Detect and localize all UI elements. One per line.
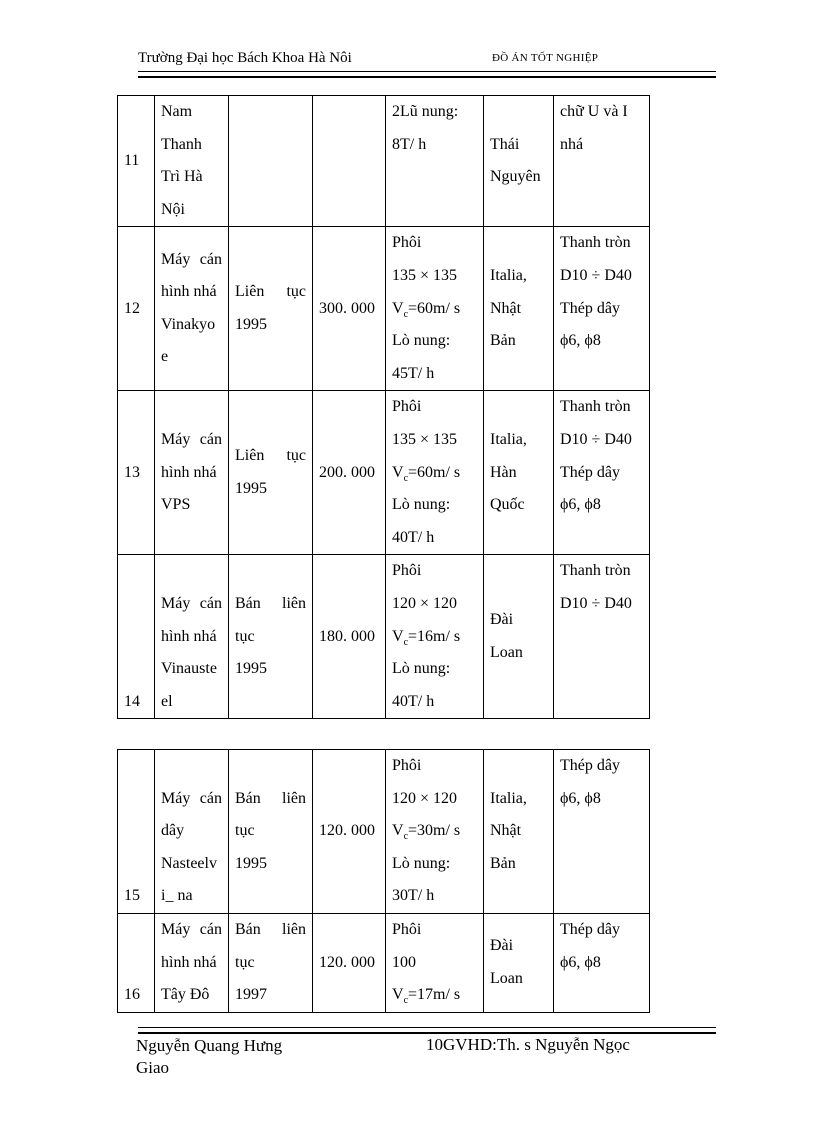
cell-line: $V_c=60m/$ s (392, 463, 461, 484)
cell-line: Italia, (490, 430, 527, 448)
cell-line: Liên tục (235, 283, 306, 301)
cell-line: Phôi (392, 234, 422, 252)
cell-line: Quốc (490, 496, 525, 514)
cell-line: Máy cán (161, 430, 222, 448)
cell-origin (484, 227, 554, 391)
footer-author (136, 1035, 282, 1079)
cell-line: i_ na (161, 887, 193, 905)
cell-line: Phôi (392, 921, 422, 938)
cell-name (155, 914, 229, 1013)
header-rule (138, 71, 716, 78)
cell-line: 30T/ h (392, 887, 435, 905)
cell-line: Thanh tròn (560, 234, 631, 252)
cell-line: Máy cán (161, 921, 222, 938)
row-number: 11 (118, 96, 155, 227)
cell-type (229, 391, 313, 555)
cell-line: dây (161, 822, 185, 840)
cell-line: D10 ÷ D40 (560, 594, 632, 612)
cell-line: Máy cán (161, 594, 222, 612)
cell-origin (484, 914, 554, 1013)
cell-line: $V_c=17m/$ s (392, 986, 461, 1007)
cell-line: Thanh tròn (560, 398, 631, 416)
cell-line: Lò nung: (392, 660, 451, 678)
cell-line: 1995 (235, 479, 267, 497)
cell-line: hình nhá (161, 953, 217, 971)
cell-type (229, 750, 313, 914)
cell-line: ϕ6, ϕ8 (560, 332, 601, 350)
cell-line: 135 × 135 (392, 266, 458, 284)
cell-line: ϕ6, ϕ8 (560, 496, 601, 514)
cell-line: 45T/ h (392, 364, 435, 382)
cell-line: Lò nung: (392, 854, 451, 872)
cell-line: tục (235, 953, 255, 971)
cell-equipment (386, 914, 484, 1013)
cell-equipment (386, 750, 484, 914)
cell-line: tục (235, 822, 255, 840)
cell-line: Tây Đô (161, 986, 210, 1004)
cell-line: Nguyên (490, 168, 541, 186)
header-school: Trường Đại học Bách Khoa Hà Nôi (138, 50, 352, 66)
cell-line: Phôi (392, 398, 422, 416)
header-title: ĐỒ ÁN TỐT NGHIỆP (492, 52, 599, 64)
cell-line: Trì Hà (161, 168, 203, 186)
cell-product (554, 96, 650, 227)
cell-line: 120 × 120 (392, 789, 458, 807)
cell-line: chữ U và I (560, 103, 628, 120)
cell-line: hình nhá (161, 627, 217, 645)
cell-line: 135 × 135 (392, 430, 458, 448)
equipment-table-1 (117, 95, 650, 719)
footer-author-cont: Giao (136, 1058, 170, 1077)
cell-product (554, 555, 650, 719)
cell-capacity: 200. 000 (313, 391, 386, 555)
cell-line: D10 ÷ D40 (560, 266, 632, 284)
cell-line: ϕ6, ϕ8 (560, 789, 601, 807)
cell-line: Nhật (490, 299, 522, 317)
row-number: 14 (118, 555, 155, 719)
cell-product (554, 914, 650, 1013)
cell-line: 1997 (235, 986, 267, 1004)
cell-equipment (386, 391, 484, 555)
cell-line: tục (235, 627, 255, 645)
cell-name (155, 96, 229, 227)
cell-line: Thép dây (560, 757, 620, 774)
cell-line: Đài (490, 611, 514, 629)
cell-line: Máy cán (161, 789, 222, 807)
cell-line: Đài (490, 937, 514, 955)
cell-name (155, 227, 229, 391)
cell-line: Bán liên (235, 594, 306, 612)
table-row (118, 96, 650, 227)
cell-line: $V_c=60m/$ s (392, 299, 461, 320)
cell-line: Vinakyo (161, 315, 216, 333)
cell-line: Nasteelv (161, 854, 217, 872)
cell-line: 2Lũ nung: (392, 103, 459, 120)
cell-line: Bản (490, 854, 516, 872)
cell-origin (484, 391, 554, 555)
cell-line: Phôi (392, 757, 422, 774)
cell-line: 100 (392, 953, 416, 971)
cell-product (554, 391, 650, 555)
cell-line: Loan (490, 643, 523, 661)
cell-equipment (386, 555, 484, 719)
cell-line: Nhật (490, 822, 522, 840)
cell-name (155, 555, 229, 719)
cell-line: 40T/ h (392, 692, 435, 710)
cell-line: $V_c=30m/$ s (392, 822, 461, 843)
cell-capacity: 120. 000 (313, 914, 386, 1013)
footer-author-name: Nguyễn Quang Hưng (136, 1036, 283, 1055)
cell-line: Bán liên (235, 921, 306, 938)
table-row (118, 750, 650, 914)
table-row (118, 555, 650, 719)
cell-line: nhá (560, 135, 584, 153)
cell-line: ϕ6, ϕ8 (560, 953, 601, 971)
cell-type (229, 555, 313, 719)
table-row (118, 914, 650, 1013)
cell-line: Nội (161, 200, 185, 218)
cell-name (155, 750, 229, 914)
cell-product (554, 750, 650, 914)
cell-line: Hàn (490, 463, 517, 481)
cell-line: hình nhá (161, 283, 217, 301)
cell-line: Phôi (392, 562, 422, 580)
equipment-table-2 (117, 749, 650, 1013)
cell-name (155, 391, 229, 555)
cell-line: e (161, 348, 169, 366)
footer-supervisor: 10GVHD:Th. s Nguyễn Ngọc (426, 1035, 630, 1054)
cell-line: Nam (161, 103, 193, 120)
cell-origin (484, 750, 554, 914)
cell-line: Thép dây (560, 921, 620, 938)
table-row (118, 227, 650, 391)
cell-line: Máy cán (161, 250, 222, 268)
cell-line: Thanh tròn (560, 562, 631, 580)
cell-product (554, 227, 650, 391)
cell-line: Thép dây (560, 299, 620, 317)
cell-line: Italia, (490, 266, 527, 284)
cell-type (229, 96, 313, 227)
cell-line: Thép dây (560, 463, 620, 481)
cell-capacity (313, 96, 386, 227)
cell-line: Thanh (161, 135, 202, 153)
cell-line: 120 × 120 (392, 594, 458, 612)
cell-line: 1995 (235, 315, 267, 333)
row-number: 16 (118, 914, 155, 1013)
table-row (118, 391, 650, 555)
cell-capacity: 180. 000 (313, 555, 386, 719)
footer-rule (138, 1027, 716, 1034)
cell-origin (484, 96, 554, 227)
cell-line: 1995 (235, 854, 267, 872)
cell-capacity: 120. 000 (313, 750, 386, 914)
cell-type (229, 227, 313, 391)
cell-line: Italia, (490, 789, 527, 807)
cell-line: D10 ÷ D40 (560, 430, 632, 448)
cell-origin (484, 555, 554, 719)
cell-line: Vinauste (161, 660, 217, 678)
cell-line: $V_c=16m/$ s (392, 627, 461, 648)
row-number: 13 (118, 391, 155, 555)
cell-line: Loan (490, 969, 523, 987)
cell-line: VPS (161, 496, 191, 514)
cell-line: el (161, 692, 173, 710)
cell-type (229, 914, 313, 1013)
cell-equipment (386, 96, 484, 227)
row-number: 12 (118, 227, 155, 391)
row-number: 15 (118, 750, 155, 914)
cell-line: 1995 (235, 660, 267, 678)
cell-line: hình nhá (161, 463, 217, 481)
cell-line: 40T/ h (392, 528, 435, 546)
cell-capacity: 300. 000 (313, 227, 386, 391)
cell-equipment (386, 227, 484, 391)
cell-line: Lò nung: (392, 496, 451, 514)
cell-line: Lò nung: (392, 332, 451, 350)
cell-line: Thái (490, 135, 520, 153)
cell-line: Bản (490, 332, 516, 350)
cell-line: 8T/ h (392, 135, 427, 153)
cell-line: Bán liên (235, 789, 306, 807)
cell-line: Liên tục (235, 447, 306, 465)
